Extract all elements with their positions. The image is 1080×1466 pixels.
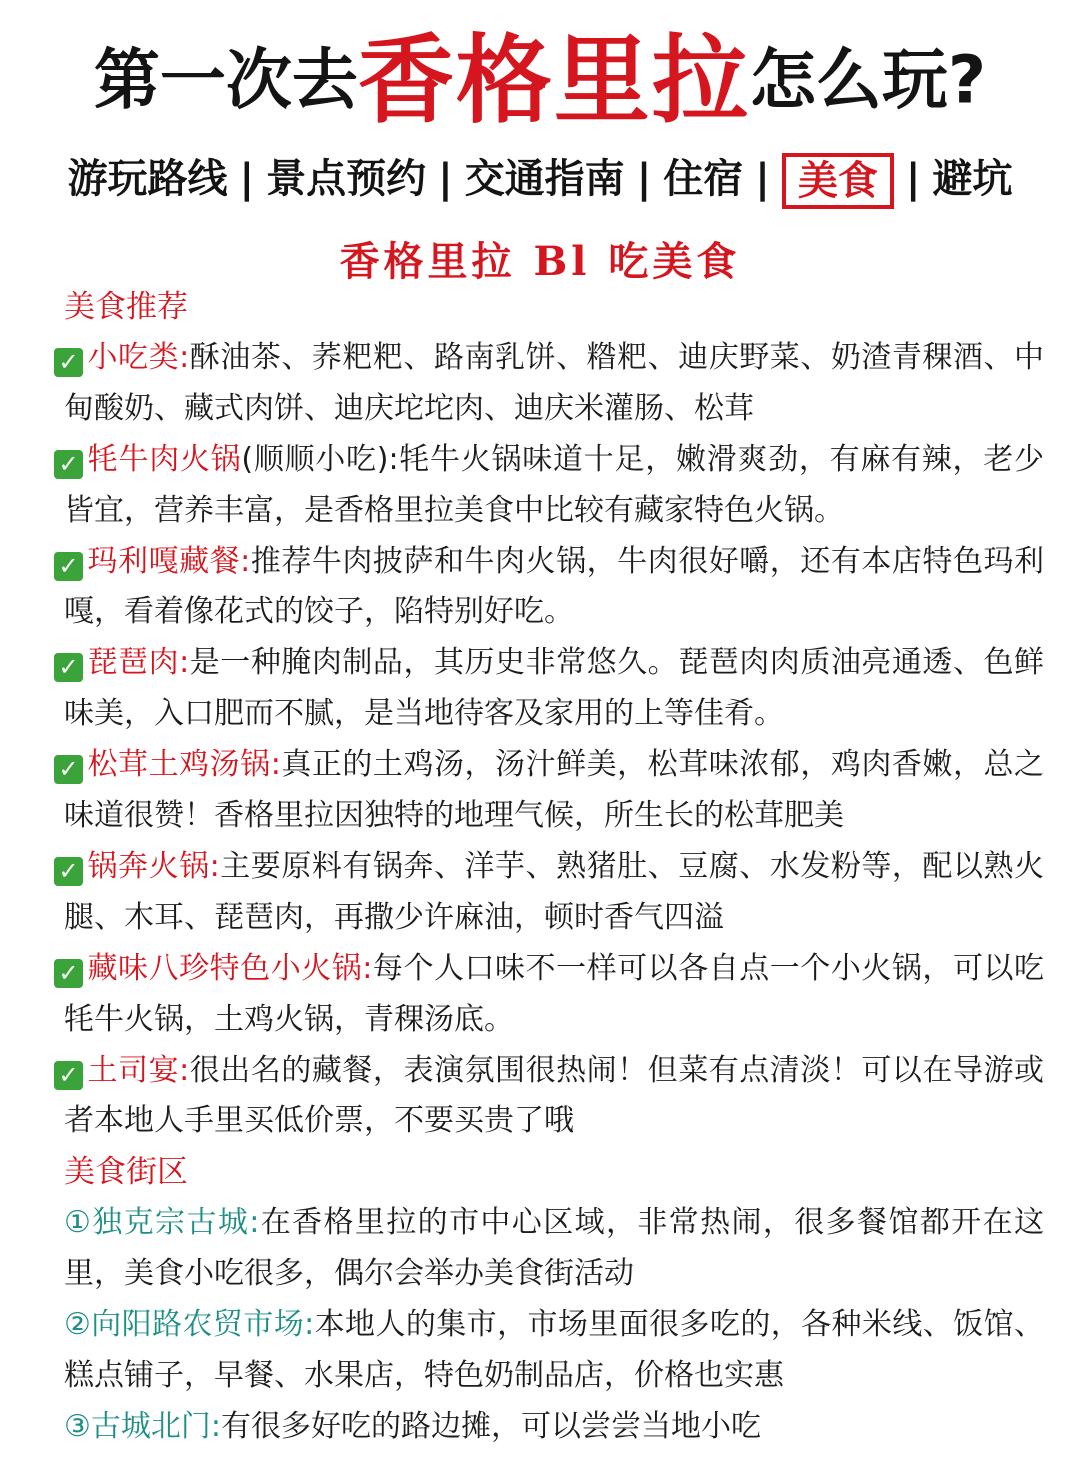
- nav-item-route[interactable]: 游玩路线: [67, 156, 228, 202]
- title-suffix: 怎么玩?: [749, 41, 987, 119]
- item-colon: :: [179, 339, 190, 375]
- street-colon: :: [249, 1205, 260, 1241]
- content-body: [58, 282, 1045, 1453]
- item-text: 推荐牛肉披萨和牛肉火锅，牛肉很好嚼，还有本店特色玛利嘎，看着像花式的饺子，陷特别好吃。: [64, 543, 1045, 630]
- streets-heading: 美食街区: [64, 1154, 188, 1191]
- item-colon: :: [209, 848, 220, 884]
- list-item: [58, 944, 1045, 1046]
- item-colon: :: [179, 645, 190, 681]
- street-title: ③古城北门: [64, 1408, 211, 1444]
- check-mark-icon: ✓: [54, 857, 83, 886]
- page-title: [0, 24, 1080, 137]
- nav-item-food-active[interactable]: 美食: [782, 153, 894, 209]
- nav-separator: |: [905, 156, 921, 202]
- street-colon: :: [304, 1307, 315, 1343]
- item-title: 松茸土鸡汤锅: [87, 747, 271, 783]
- street-colon: :: [210, 1408, 222, 1444]
- item-text: 很出名的藏餐，表演氛围很热闹！但菜有点清淡！可以在导游或者本地人手里买低价票，不要买贵了哦: [64, 1052, 1045, 1139]
- street-title: ①独克宗古城: [64, 1205, 250, 1241]
- item-title: 小吃类: [87, 339, 180, 375]
- check-mark-icon: ✓: [54, 1061, 83, 1090]
- item-title: 藏味八珍特色小火锅: [87, 950, 363, 986]
- item-colon: :: [240, 543, 251, 579]
- section-subtitle: 香格里拉 Bl 吃美食: [339, 238, 741, 285]
- check-mark-icon: ✓: [54, 348, 83, 377]
- item-text: 真正的土鸡汤，汤汁鲜美，松茸味浓郁，鸡肉香嫩，总之味道很赞！香格里拉因独特的地理气候，所生长的松茸肥美: [64, 747, 1045, 834]
- nav-separator: |: [239, 156, 255, 202]
- item-text: 是一种腌肉制品，其历史非常悠久。琵琶肉肉质油亮通透、色鲜味美，入口肥而不腻，是当地待客及家用的上等佳肴。: [64, 645, 1045, 732]
- title-prefix: 第一次去: [93, 41, 358, 119]
- item-title: 土司宴: [87, 1052, 180, 1088]
- list-item: [64, 1300, 1044, 1402]
- nav-separator: |: [636, 156, 652, 202]
- item-colon: :: [362, 950, 373, 986]
- list-item: [64, 1198, 1044, 1300]
- street-text: 本地人的集市，市场里面很多吃的，各种米线、饭馆、糕点铺子，早餐、水果店，特色奶制品店，价格也实惠: [64, 1307, 1044, 1393]
- category-nav: [0, 148, 1080, 210]
- nav-item-booking[interactable]: 景点预约: [266, 156, 427, 202]
- check-mark-icon: ✓: [54, 653, 83, 682]
- list-item: [58, 537, 1045, 639]
- item-colon: :: [388, 441, 399, 477]
- item-title: 锅奔火锅: [87, 848, 210, 884]
- list-item: [58, 1046, 1045, 1148]
- nav-separator: |: [438, 156, 453, 202]
- item-colon: :: [179, 1052, 190, 1088]
- nav-item-lodging[interactable]: 住宿: [663, 156, 744, 202]
- item-text: 主要原料有锅奔、洋芋、熟猪肚、豆腐、水发粉等，配以熟火腿、木耳、琵琶肉，再撒少许麻油，顿时香气四溢: [64, 848, 1045, 935]
- nav-item-transport[interactable]: 交通指南: [464, 156, 625, 202]
- street-text: 在香格里拉的市中心区域，非常热闹，很多餐馆都开在这里，美食小吃很多，偶尔会举办美食街活动: [64, 1205, 1044, 1292]
- list-item: [58, 638, 1045, 740]
- list-item: [64, 1402, 1044, 1453]
- nav-item-pitfalls[interactable]: 避坑: [932, 156, 1013, 202]
- check-mark-icon: ✓: [54, 450, 83, 479]
- street-text: 有很多好吃的路边摊，可以尝尝当地小吃: [221, 1408, 762, 1444]
- item-colon: :: [270, 747, 281, 783]
- item-text: 每个人口味不一样可以各自点一个小火锅，可以吃牦牛火锅，土鸡火锅，青稞汤底。: [64, 950, 1045, 1037]
- recommend-heading: 美食推荐: [64, 289, 188, 325]
- list-item: [58, 842, 1045, 944]
- check-mark-icon: ✓: [54, 755, 83, 784]
- list-item: [58, 740, 1045, 842]
- item-text: 酥油茶、荞粑粑、路南乳饼、糌粑、迪庆野菜、奶渣青稞酒、中甸酸奶、藏式肉饼、迪庆坨坨肉、迪庆米灌肠、松茸: [64, 339, 1045, 426]
- item-title: 琵琶肉: [87, 645, 180, 681]
- item-text: 牦牛火锅味道十足，嫩滑爽劲，有麻有辣，老少皆宜，营养丰富，是香格里拉美食中比较有藏家特色火锅。: [64, 441, 1044, 528]
- title-main: 香格里拉: [357, 24, 750, 137]
- check-mark-icon: ✓: [54, 959, 83, 988]
- item-note: (顺顺小吃): [241, 441, 389, 477]
- list-item: [58, 333, 1045, 435]
- item-title: 玛利嘎藏餐: [87, 543, 241, 579]
- item-title: 牦牛肉火锅: [87, 441, 242, 477]
- check-mark-icon: ✓: [54, 552, 83, 581]
- nav-separator: |: [755, 156, 770, 202]
- list-item: [58, 435, 1044, 537]
- street-title: ②向阳路农贸市场: [64, 1307, 305, 1343]
